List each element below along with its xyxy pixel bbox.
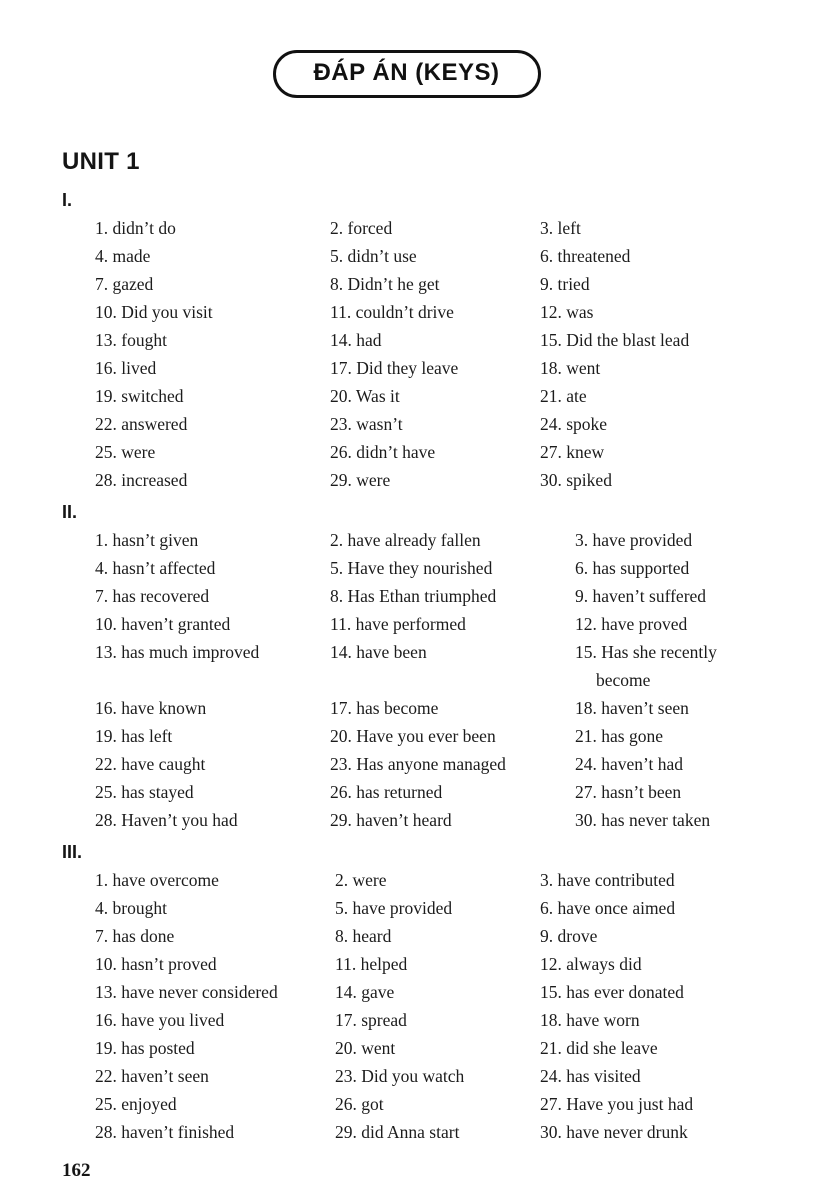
answer-item: 22. have caught xyxy=(95,754,206,774)
answer-item: 20. Have you ever been xyxy=(330,726,496,746)
answer-item: 16. have you lived xyxy=(95,1010,225,1030)
answer-item: 29. were xyxy=(330,470,391,490)
answer-item: 15. has ever donated xyxy=(540,982,684,1002)
answer-item: 11. couldn’t drive xyxy=(330,302,454,322)
answer-item: 17. spread xyxy=(335,1010,407,1030)
answer-item: 10. hasn’t proved xyxy=(95,954,217,974)
answer-item: 14. gave xyxy=(335,982,395,1002)
answer-item: 28. increased xyxy=(95,470,188,490)
answer-item: 10. haven’t granted xyxy=(95,614,231,634)
answer-item: 21. did she leave xyxy=(540,1038,658,1058)
keys-title-box xyxy=(273,50,541,98)
answer-item: 12. have proved xyxy=(575,614,688,634)
answer-item: 5. didn’t use xyxy=(330,246,417,266)
answer-item: 30. has never taken xyxy=(575,810,711,830)
answer-item: 25. were xyxy=(95,442,156,462)
keys-title: ĐÁP ÁN (KEYS) xyxy=(313,59,500,86)
answers-grid xyxy=(95,214,813,494)
answer-item: 11. have performed xyxy=(330,614,466,634)
answer-item: 13. fought xyxy=(95,330,167,350)
answer-item: 25. enjoyed xyxy=(95,1094,177,1114)
answer-item: 8. Has Ethan triumphed xyxy=(330,586,497,606)
answer-item: 2. were xyxy=(335,870,387,890)
answer-item: 22. answered xyxy=(95,414,188,434)
answer-item: 18. went xyxy=(540,358,601,378)
answer-item: 9. tried xyxy=(540,274,590,294)
answer-item: 2. have already fallen xyxy=(330,530,481,550)
answer-item: 28. Haven’t you had xyxy=(95,810,238,830)
answer-item: 24. has visited xyxy=(540,1066,641,1086)
answer-item: 1. have overcome xyxy=(95,870,219,890)
answer-item: 9. drove xyxy=(540,926,598,946)
answer-item: 4. hasn’t affected xyxy=(95,558,216,578)
answers-grid xyxy=(95,866,813,1146)
answer-item: 27. hasn’t been xyxy=(575,782,682,802)
answer-item: 7. has recovered xyxy=(95,586,210,606)
answer-item: 1. hasn’t given xyxy=(95,530,199,550)
answer-item: 3. have provided xyxy=(575,530,693,550)
answer-item: 23. Has anyone managed xyxy=(330,754,506,774)
answer-item: 20. went xyxy=(335,1038,396,1058)
section-label: II. xyxy=(62,502,78,522)
answer-item: 3. have contributed xyxy=(540,870,675,890)
answer-item: 20. Was it xyxy=(330,386,400,406)
answer-item: 10. Did you visit xyxy=(95,302,213,322)
sections-container xyxy=(0,190,813,1146)
answer-item: 7. has done xyxy=(95,926,175,946)
answer-item: 29. did Anna start xyxy=(335,1122,460,1142)
answer-item: 26. has returned xyxy=(330,782,443,802)
answer-item: 29. haven’t heard xyxy=(330,810,452,830)
answer-item: 12. was xyxy=(540,302,594,322)
answer-item: 5. have provided xyxy=(335,898,453,918)
answer-item: 8. heard xyxy=(335,926,392,946)
answer-item: 19. has posted xyxy=(95,1038,195,1058)
answer-section-2 xyxy=(0,502,813,834)
answer-item: 12. always did xyxy=(540,954,642,974)
answer-item: 13. have never considered xyxy=(95,982,278,1002)
answer-item: 23. Did you watch xyxy=(335,1066,465,1086)
answer-item: 3. left xyxy=(540,218,581,238)
answer-item: 8. Didn’t he get xyxy=(330,274,440,294)
answer-item: 30. spiked xyxy=(540,470,612,490)
answer-item: 25. has stayed xyxy=(95,782,194,802)
answer-item: 14. have been xyxy=(330,642,427,662)
answer-section-3 xyxy=(0,842,813,1146)
answer-item: 9. haven’t suffered xyxy=(575,586,707,606)
answer-section-1 xyxy=(0,190,813,494)
answer-item: 26. got xyxy=(335,1094,384,1114)
answer-item: 30. have never drunk xyxy=(540,1122,688,1142)
answer-item: 18. have worn xyxy=(540,1010,640,1030)
answer-item: 13. has much improved xyxy=(95,642,260,662)
answer-item: 16. lived xyxy=(95,358,157,378)
answer-item: 19. has left xyxy=(95,726,173,746)
answer-item: 18. haven’t seen xyxy=(575,698,689,718)
answer-item: 11. helped xyxy=(335,954,408,974)
answer-item: 5. Have they nourished xyxy=(330,558,493,578)
answer-item: 17. Did they leave xyxy=(330,358,459,378)
answer-item: 27. Have you just had xyxy=(540,1094,694,1114)
answers-grid xyxy=(95,526,813,834)
answer-item: 28. haven’t finished xyxy=(95,1122,235,1142)
answer-item: 6. threatened xyxy=(540,246,631,266)
answer-item: 6. has supported xyxy=(575,558,690,578)
answer-item: 27. knew xyxy=(540,442,605,462)
answer-item: 6. have once aimed xyxy=(540,898,676,918)
answer-item: 14. had xyxy=(330,330,382,350)
section-label: I. xyxy=(62,190,73,210)
answer-item: 7. gazed xyxy=(95,274,154,294)
answer-item: 22. haven’t seen xyxy=(95,1066,209,1086)
answer-item: 15. Did the blast lead xyxy=(540,330,690,350)
section-label: III. xyxy=(62,842,83,862)
answer-item: 21. ate xyxy=(540,386,587,406)
answer-item: 24. haven’t had xyxy=(575,754,684,774)
answer-item: 2. forced xyxy=(330,218,393,238)
answer-item: 19. switched xyxy=(95,386,184,406)
answer-item: 1. didn’t do xyxy=(95,218,176,238)
answer-item: 4. brought xyxy=(95,898,167,918)
answer-item: 15. Has she recently become xyxy=(575,642,717,690)
answer-item: 16. have known xyxy=(95,698,207,718)
answer-item: 21. has gone xyxy=(575,726,663,746)
answer-item: 17. has become xyxy=(330,698,439,718)
answer-item: 24. spoke xyxy=(540,414,608,434)
page-number: 162 xyxy=(62,1160,91,1181)
answer-item: 26. didn’t have xyxy=(330,442,436,462)
answer-item: 4. made xyxy=(95,246,151,266)
answer-item: 23. wasn’t xyxy=(330,414,403,434)
unit-title: UNIT 1 xyxy=(62,148,140,175)
